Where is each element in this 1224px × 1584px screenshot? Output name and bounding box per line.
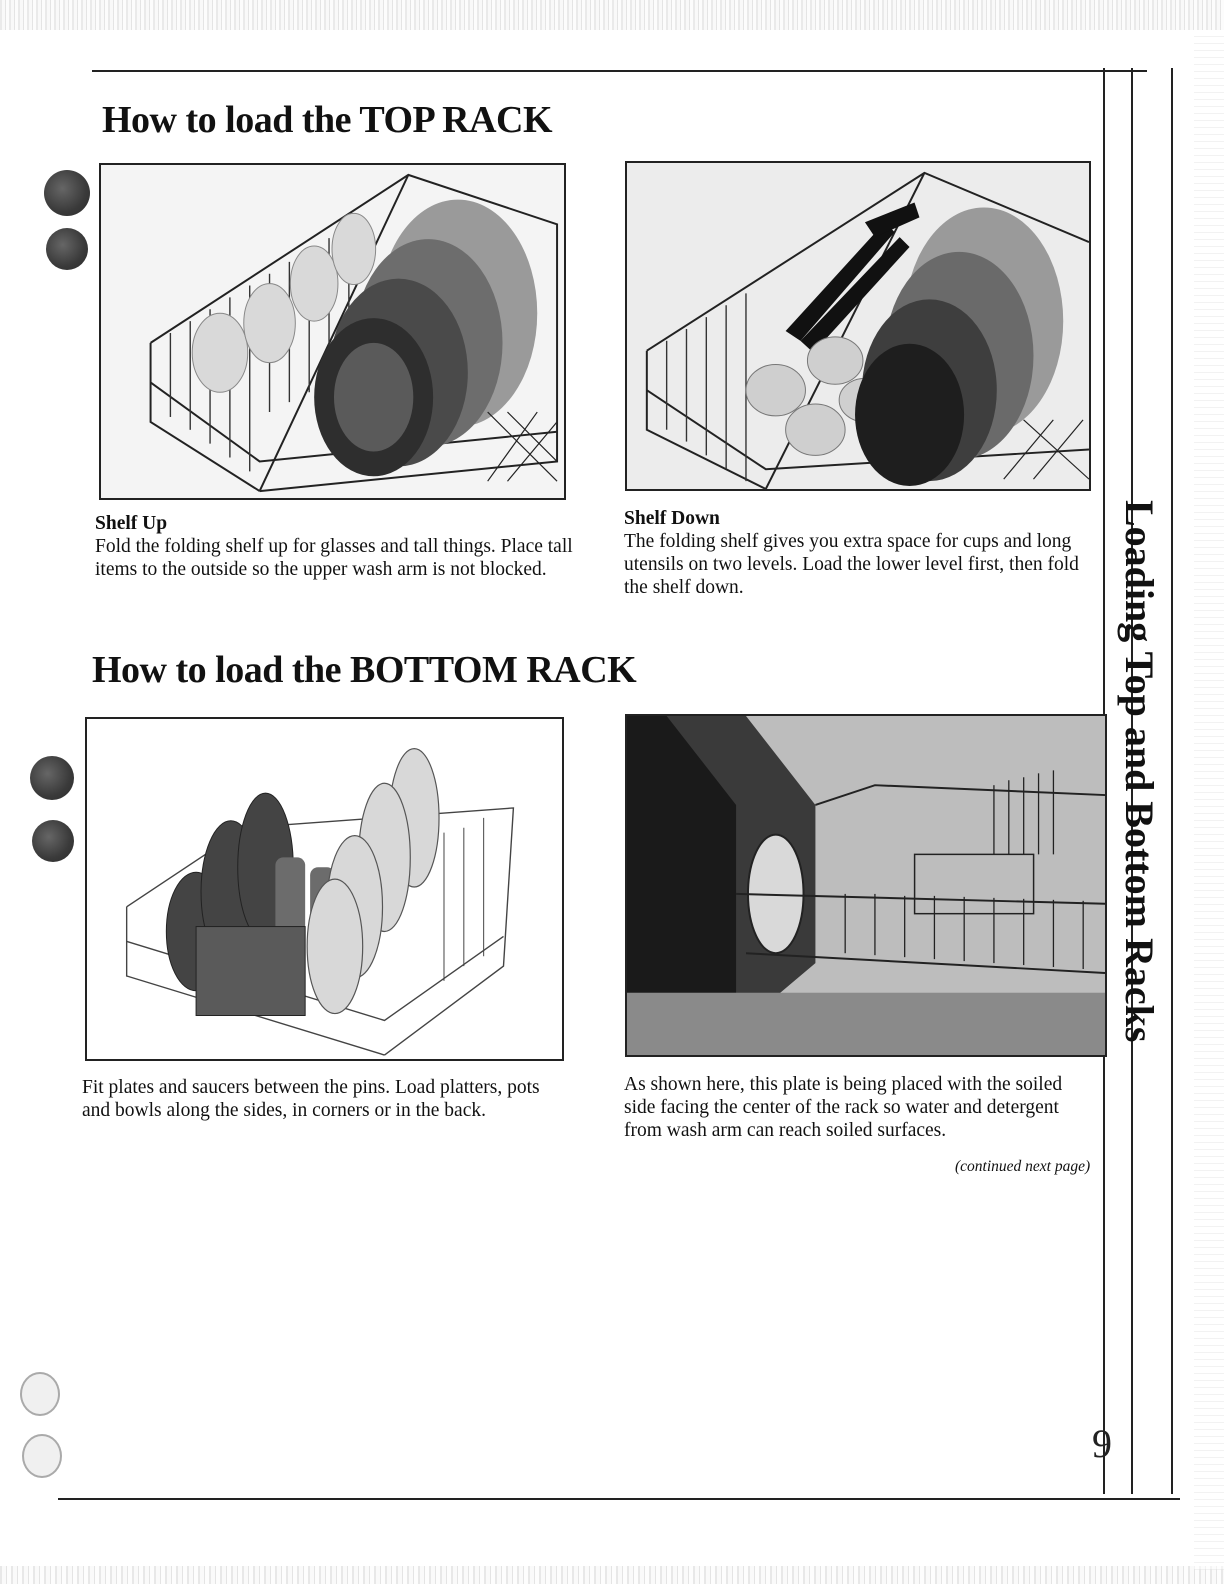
page-number: 9: [1092, 1421, 1112, 1466]
bottom-rack-heading: How to load the BOTTOM RACK: [92, 649, 637, 691]
caption-text: The folding shelf gives you extra space for cups and long utensils on two levels. Load the lower level first, then fold the shelf down.: [624, 531, 1079, 598]
binder-hole: [32, 820, 74, 862]
scan-edge-top: [0, 0, 1224, 30]
top-rule: [92, 70, 1147, 72]
caption-text: As shown here, this plate is being placed with the soiled side facing the center of the rack so water and detergent from wash arm can reach soiled surfaces.: [624, 1074, 1063, 1141]
scan-edge-right: [1194, 30, 1224, 1570]
binder-hole-faint: [20, 1372, 60, 1416]
caption-bottom-left: [82, 1076, 562, 1122]
caption-label: Shelf Down: [624, 508, 720, 529]
binder-hole: [44, 170, 90, 216]
bottom-rule: [58, 1498, 1180, 1500]
sidebar-title: Loading Top and Bottom Racks: [1117, 500, 1162, 1043]
caption-shelf-up: [95, 512, 575, 581]
photo-bottom-rack-plates: [85, 717, 564, 1061]
binder-hole: [30, 756, 74, 800]
continued-note: (continued next page): [955, 1158, 1091, 1175]
caption-text: Fold the folding shelf up for glasses and tall things. Place tall items to the outside so the upper wash arm is not blocked.: [95, 536, 573, 580]
photo-top-rack-shelf-down: [625, 161, 1091, 491]
caption-label: Shelf Up: [95, 513, 168, 534]
photo-top-rack-shelf-up: [99, 163, 566, 500]
scan-edge-bottom: [0, 1566, 1224, 1584]
caption-bottom-right: [624, 1073, 1094, 1142]
caption-shelf-down: [624, 507, 1094, 599]
caption-text: Fit plates and saucers between the pins. Load platters, pots and bowls along the sides, in corners or in the back.: [82, 1077, 540, 1121]
binder-hole: [46, 228, 88, 270]
top-rack-heading: How to load the TOP RACK: [102, 99, 553, 141]
photo-bottom-rack-placing-plate: [625, 714, 1107, 1057]
binder-hole-faint: [22, 1434, 62, 1478]
